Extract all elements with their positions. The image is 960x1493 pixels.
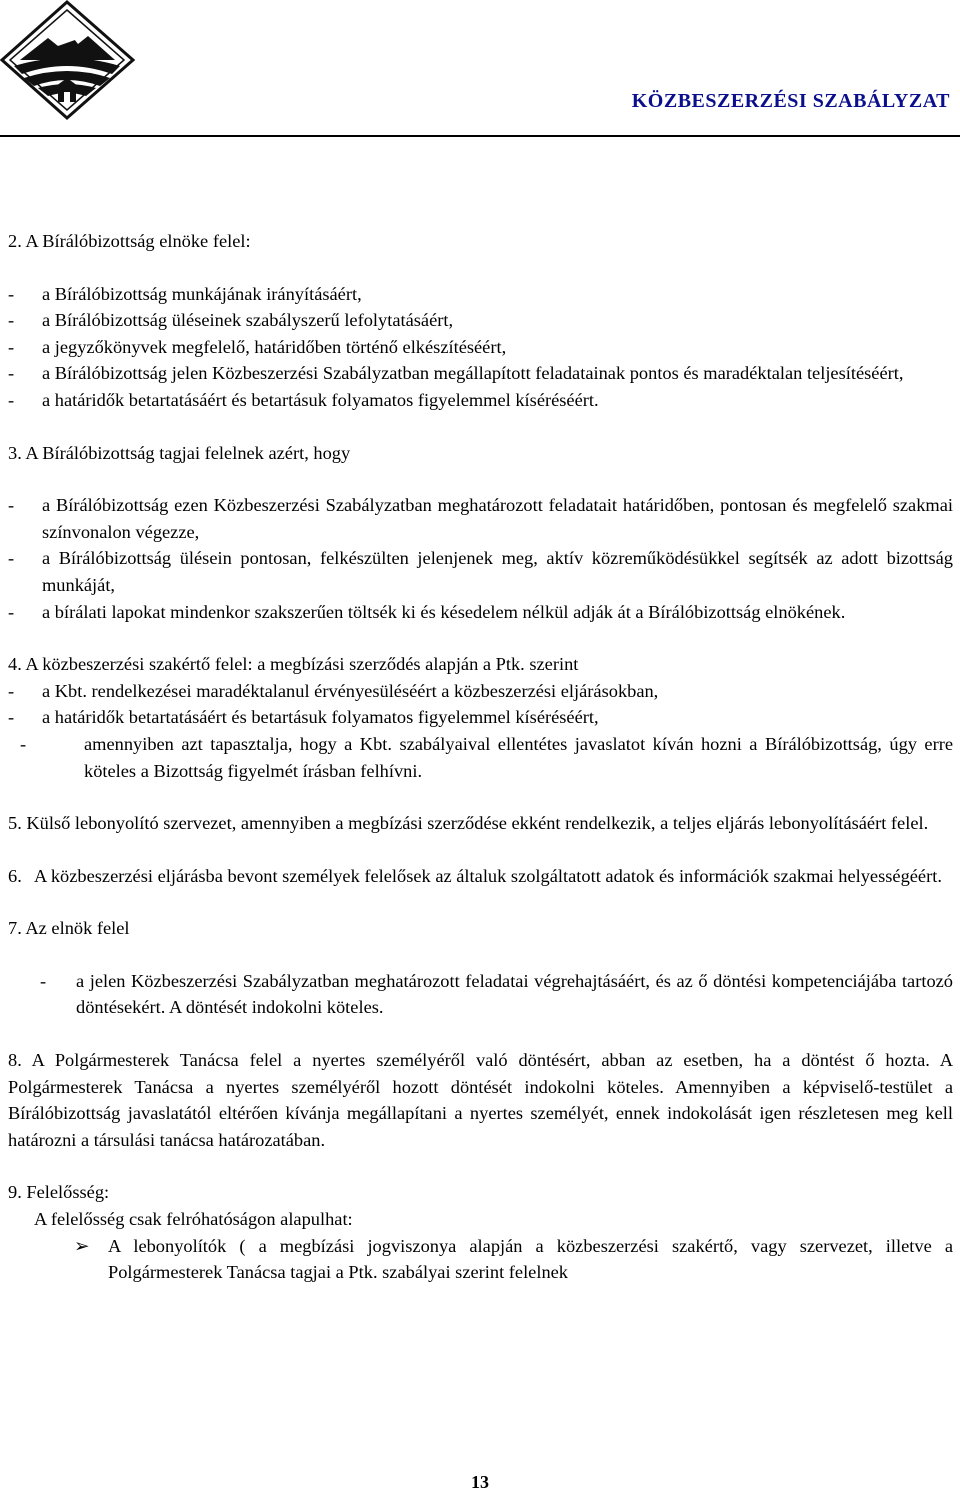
arrow-bullet-icon: ➢ xyxy=(74,1235,90,1256)
page-number: 13 xyxy=(471,1472,489,1492)
section-5-paragraph: 5. Külső lebonyolító szervezet, amennyiben a megbízási szerződése ekként rendelkezik, a teljes eljárás lebonyolításáért felel. xyxy=(8,813,929,834)
document-title: KÖZBESZERZÉSI SZABÁLYZAT xyxy=(631,90,950,112)
list-item: ➢ A lebonyolítók ( a megbízási jogviszonya alapján a közbeszerzési szakértő, vagy szervezet, illetve a Polgármesterek Tanácsa tagjai a Ptk. szabályai szerint felelnek xyxy=(8,1233,953,1286)
list-item: - a Bírálóbizottság ezen Közbeszerzési Szabályzatban meghatározott feladatait határidőben, pontosan és megfelelő szakmai színvonalon végezze, xyxy=(8,492,953,545)
list-item: - a Bírálóbizottság üléseinek szabályszerű lefolytatásáért, xyxy=(8,307,953,334)
dash-marker: - xyxy=(8,310,15,331)
dash-marker: - xyxy=(8,601,15,622)
dash-marker: - xyxy=(40,970,47,991)
list-item: - a jegyzőkönyvek megfelelő, határidőben történő elkészítéséért, xyxy=(8,334,953,361)
section-9-subheading: A felelősség csak felróhatóságon alapulhat: xyxy=(34,1209,353,1230)
list-item: - a Bírálóbizottság ülésein pontosan, felkészülten jelenjenek meg, aktív közreműködésükkel segítsék az adott bizottság munkáját, xyxy=(8,545,953,598)
section-3-heading: 3. A Bírálóbizottság tagjai felelnek azért, hogy xyxy=(8,442,351,463)
section-8-paragraph: 8. A Polgármesterek Tanácsa felel a nyertes személyéről való döntésért, abban az esetben, ha a döntést ő hozta. A Polgármesterek Tanácsa a nyertes személyéről hozott döntését indokolni köteles. Amennyiben a képviselő-testület a Bírálóbizottság javaslatától eltérően kívánja megállapítani a nyertes személyét, ennek indokolását igen részletesen meg kell határozni a társulási tanácsa határozatában. xyxy=(8,1050,953,1150)
dash-marker: - xyxy=(8,548,15,569)
document-body xyxy=(8,228,953,1286)
section-4-heading: 4. A közbeszerzési szakértő felel: a megbízási szerződés alapján a Ptk. szerint xyxy=(8,654,579,675)
dash-marker: - xyxy=(8,495,15,516)
dash-marker: - xyxy=(8,363,15,384)
section-9-heading: 9. Felelősség: xyxy=(8,1182,110,1203)
list-item: - a Kbt. rendelkezései maradéktalanul érvényesüléséért a közbeszerzési eljárásokban, xyxy=(8,678,953,705)
section-7-list xyxy=(8,968,953,1021)
dash-marker: - xyxy=(8,283,15,304)
list-item: - a Bírálóbizottság jelen Közbeszerzési Szabályzatban megállapított feladatainak pontos és maradéktalan teljesítéséért, xyxy=(8,360,953,387)
coat-of-arms-logo xyxy=(0,0,135,120)
dash-marker: - xyxy=(8,389,15,410)
list-item: - a határidők betartatásáért és betartásuk folyamatos figyelemmel kíséréséért. xyxy=(8,387,953,414)
list-item: - amennyiben azt tapasztalja, hogy a Kbt. szabályaival ellentétes javaslatot kíván hozni a Bírálóbizottság, úgy erre köteles a Bizottság figyelmét írásban felhívni. xyxy=(8,731,953,784)
list-item: - a Bírálóbizottság munkájának irányításáért, xyxy=(8,281,953,308)
section-6-paragraph: 6. A közbeszerzési eljárásba bevont személyek felelősek az általuk szolgáltatott adatok és információk szakmai helyességéért. xyxy=(8,863,953,890)
list-item: - a bírálati lapokat mindenkor szakszerűen töltsék ki és késedelem nélkül adják át a Bírálóbizottság elnökének. xyxy=(8,599,953,626)
section-7-heading: 7. Az elnök felel xyxy=(8,918,130,939)
dash-marker: - xyxy=(8,707,15,728)
list-item: - a határidők betartatásáért és betartásuk folyamatos figyelemmel kíséréséért, xyxy=(8,704,953,731)
section-2-heading: 2. A Bírálóbizottság elnöke felel: xyxy=(8,231,251,251)
section-6-number: 6. xyxy=(8,865,22,886)
dash-marker: - xyxy=(8,680,15,701)
dash-marker: - xyxy=(8,336,15,357)
list-item: - a jelen Közbeszerzési Szabályzatban meghatározott feladatai végrehajtásáért, és az ő döntési kompetenciájába tartozó döntésekért. A döntését indokolni köteles. xyxy=(8,968,953,1021)
dash-marker: - xyxy=(20,733,27,754)
section-3-list xyxy=(8,492,953,625)
section-2-list xyxy=(8,281,953,414)
header-divider xyxy=(0,135,960,137)
section-4-list xyxy=(8,678,953,784)
